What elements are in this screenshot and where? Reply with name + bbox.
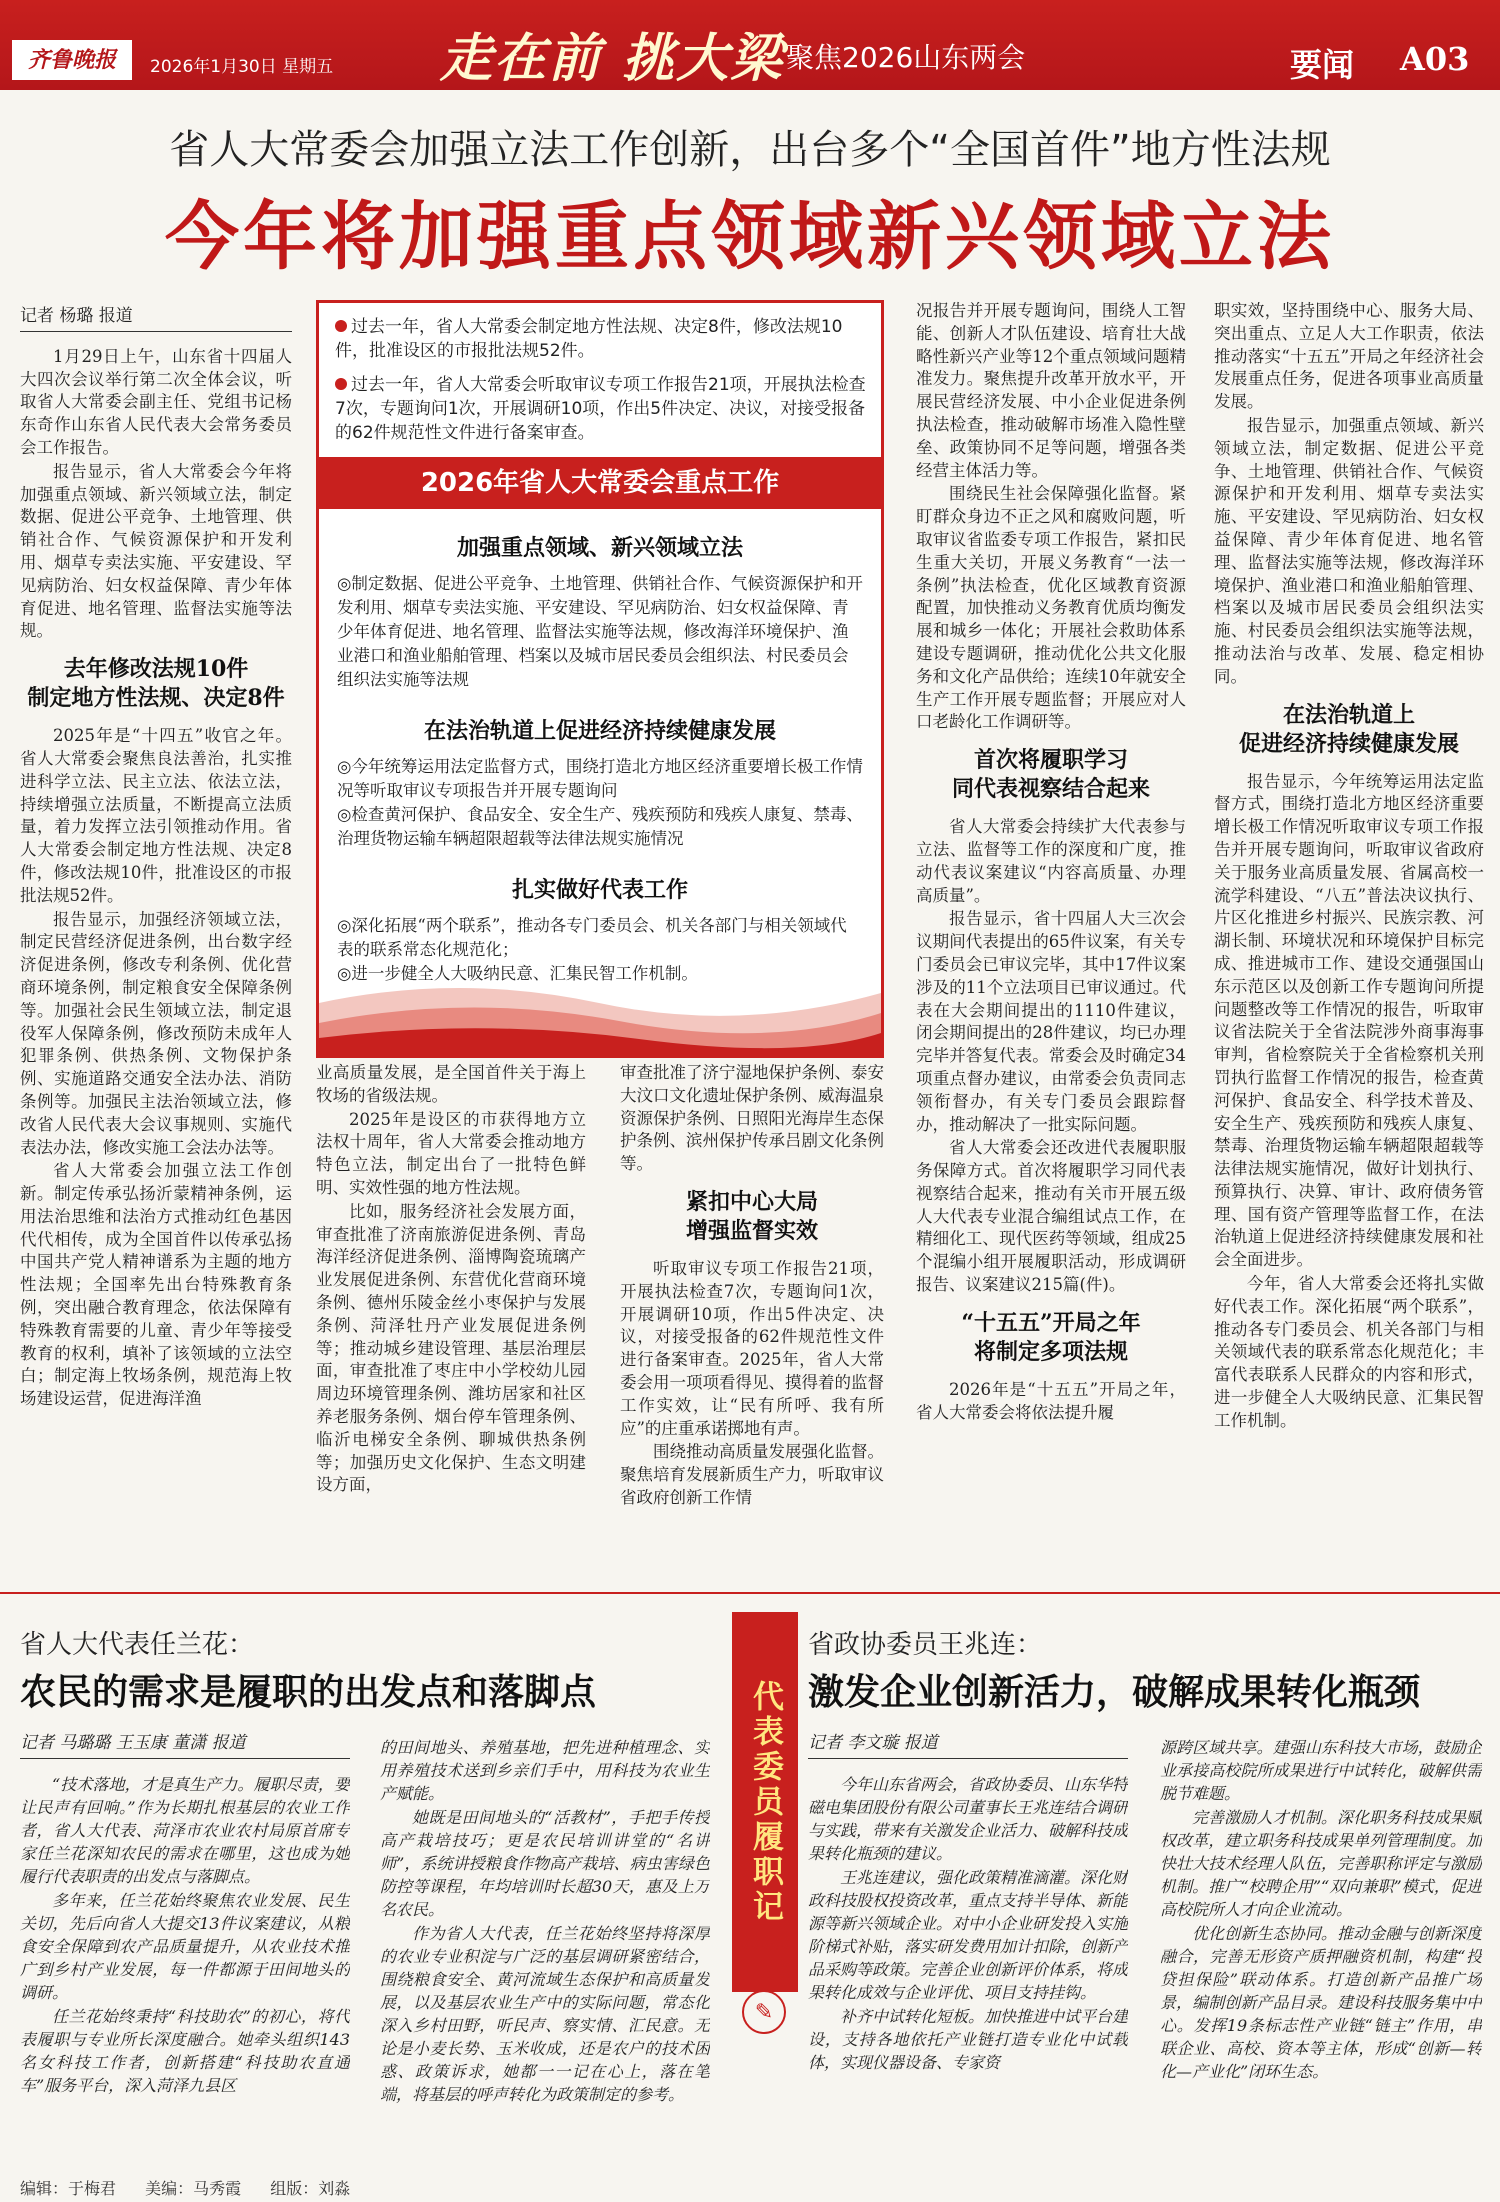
paragraph: 报告显示，省十四届人大三次会议期间代表提出的65件议案，有关专门委员会已审议完毕，其中17件议案涉及的11个立法项目已审议通过。代表在大会期间提出的1110件建议，闭会期间提出的28件建议，均已办理完毕并答复代表。常委会及时确定34项重点督办建议，由常委会负责同志领衔督办，有关专门委员会跟踪督办，推动解决了一批实际问题。 [916,909,1186,1134]
paragraph: 补齐中试转化短板。加快推进中试平台建设，支持各地依托产业链打造专业化中试载体，实现仪器设备、专家资 [808,2007,1128,2072]
section-name: 要闻 [1290,46,1355,84]
section-divider [0,1592,1500,1594]
paragraph: 她既是田间地头的“活教材”，手把手传授高产栽培技巧；更是农民培训讲堂的“名讲师”，系统讲授粮食作物高产栽培、病虫害绿色防控等课程，年均培训时长超30天，惠及上万名农民。 [380,1808,710,1919]
subheading: 首次将履职学习 同代表视察结合起来 [951,747,1150,803]
box-banner: 2026年省人大常委会重点工作 [319,457,881,509]
paragraph: 省人大常委会加强立法工作创新。制定传承弘扬沂蒙精神条例，运用法治思维和法治方式推动红色基因代代相传，成为全国首件以传承弘扬中国共产党人精神谱系为主题的地方性法规；全国率先出台特殊教育条例，突出融合教育理念，依法保障有特殊教育需要的儿童、青少年等接受教育的权利，填补了该领域的立法空白；制定海上牧场条例，规范海上牧场建设运营，促进海洋渔 [20,1161,292,1409]
paragraph: 王兆连建议，强化政策精准滴灌。深化财政科技股权投资改革，重点支持半导体、新能源等新兴领域企业。对中小企业研发投入实施阶梯式补贴，落实研发费用加计扣除，创新产品采购等政策。完善企业创新评价体系，将成果转化成效与企业评优、项目支持挂钩。 [808,1868,1128,2002]
subheading: 紧扣中心大局 增强监督实效 [685,1188,818,1244]
paragraph: 1月29日上午，山东省十四届人大四次会议举行第二次全体会议，听取省人大常委会副主任、党组书记杨东奇作山东省人民代表大会常务委员会工作报告。 [20,346,292,457]
box-section-title: 在法治轨道上促进经济持续健康发展 [423,718,776,744]
paragraph: 2026年是“十五五”开局之年，省人大常委会将依法提升履 [916,1379,1186,1422]
column-1 [20,305,292,1575]
paragraph: “技术落地，才是真生产力。履职尽责，要让民声有回响。”作为长期扎根基层的农业工作者，省人大代表、菏泽市农业农村局原首席专家任兰花深知农民的需求在哪里，这也成为她履行代表职责的出发点与落脚点。 [20,1775,350,1886]
box-item: ◎今年统筹运用法定监督方式，围绕打造北方地区经济重要增长极工作情况等听取审议专项报告并开展专题询问 [337,757,863,800]
wave-decoration [319,963,881,1055]
page-footer [20,2176,374,2199]
issue-date: 2026年1月30日 星期五 [150,57,334,77]
box-section-title: 加强重点领域、新兴领域立法 [456,535,743,561]
paragraph: 省人大常委会持续扩大代表参与立法、监督等工作的深度和广度，推动代表议案建议“内容高质量、办理高质量”。 [916,817,1186,905]
paragraph: 任兰花始终秉持“科技助农”的初心，将代表履职与专业所长深度融合。她牵头组织143名女科技工作者，创新搭建“科技助农直通车”服务平台，深入菏泽九县区 [20,2007,350,2095]
story-title: 激发企业创新活力，破解成果转化瓶颈 [808,1671,1421,1713]
paragraph: 源跨区域共享。建强山东科技大市场，鼓励企业承接高校院所成果进行中试转化，破解供需脱节难题。 [1160,1738,1482,1803]
paragraph: 报告显示，加强经济领域立法，制定民营经济促进条例，出台数字经济促进条例，修改专利条例、优化营商环境条例，制定粮食安全保障条例等。加强社会民生领域立法，制定退役军人保障条例，修改预防未成年人犯罪条例、供热条例、文物保护条例、实施道路交通安全法办法、消防条例等。加强民主法治领域立法，修改省人民代表大会议事规则、实施代表法办法，修改实施工会法办法等。 [20,909,292,1157]
column-4 [916,300,1186,1575]
column-5 [1214,300,1484,1575]
designer-credit: 美编：马秀霞 [145,2179,242,2198]
story-column [1160,1736,1482,2156]
paragraph: 比如，服务经济社会发展方面，审查批准了济南旅游促进条例、青岛海洋经济促进条例、淄博陶瓷琉璃产业发展促进条例、东营优化营商环境条例、德州乐陵金丝小枣保护与发展条例、菏泽牡丹产业发展促进条例等；推动城乡建设管理、基层治理层面，审查批准了枣庄中小学校幼儿园周边环境管理条例、潍坊居家和社区养老服务条例、烟台停车管理条例、临沂电梯安全条例、聊城供热条例等；加强历史文化保护、生态文明建设方面， [316,1201,586,1495]
box-item: ◎深化拓展“两个联系”，推动各专门委员会、机关各部门与相关领域代表的联系常态化规范化； [337,916,847,959]
box-item: ◎制定数据、促进公平竞争、土地管理、供销社合作、气候资源保护和开发利用、烟草专卖法实施、平安建设、罕见病防治、妇女权益保障、青少年体育促进、地名管理、监督法实施等法规，修改海洋环境保护、渔业港口和渔业船舶管理、档案以及城市居民委员会组织法、村民委员会组织法实施等法规 [337,574,863,689]
paragraph: 2025年是“十四五”收官之年。省人大常委会聚焦良法善治，扎实推进科学立法、民主立法、依法立法，持续增强立法质量，不断提高立法质量，着力发挥立法引领推动作用。省人大常委会制定地方性法规、决定8件，修改法规10件，批准设区的市报批法规52件。 [20,726,292,905]
editor-credit: 编辑：于梅君 [20,2179,117,2198]
header-focus: 聚焦2026山东两会 [786,41,1026,74]
story-column [20,1732,350,2162]
pen-icon: ✎ [742,1990,786,2034]
subheading: 去年修改法规10件 制定地方性法规、决定8件 [27,656,285,712]
byline: 记者 马璐璐 王玉康 董潇 报道 [20,1732,350,1759]
paragraph: 今年，省人大常委会还将扎实做好代表工作。深化拓展“两个联系”，推动各专门委员会、机关各部门与相关领域代表的联系常态化规范化；丰富代表联系人民群众的内容和形式，进一步健全人大吸纳民意、汇集民智工作机制。 [1214,1274,1484,1430]
story-label: 省人大代表任兰花： [20,1630,255,1660]
article-headline: 今年将加强重点领域新兴领域立法 [165,194,1335,280]
byline: 记者 李文璇 报道 [808,1732,1128,1759]
paragraph: 业高质量发展，是全国首件关于海上牧场的省级法规。 [316,1063,586,1105]
subheading: 在法治轨道上 促进经济持续健康发展 [1238,701,1459,757]
paragraph: 审查批准了济宁湿地保护条例、泰安大汶口文化遗址保护条例、威海温泉资源保护条例、日照阳光海岸生态保护条例、滨州保护传承吕剧文化条例等。 [620,1063,884,1174]
paragraph: 今年山东省两会，省政协委员、山东华特磁电集团股份有限公司董事长王兆连结合调研与实践，带来有关激发企业活力、破解科技成果转化瓶颈的建议。 [808,1775,1128,1863]
box-item: ◎检查黄河保护、食品安全、安全生产、残疾预防和残疾人康复、禁毒、治理货物运输车辆超限超载等法律法规实施情况 [337,805,863,848]
paragraph: 报告显示，今年统筹运用法定监督方式，围绕打造北方地区经济重要增长极工作情况听取审议专项工作报告并开展专题询问，听取审议省政府关于服务业高质量发展、省属高校一流学科建设、“八五”普法决议执行、片区化推进乡村振兴、民族宗教、河湖长制、环境状况和环境保护目标完成、推进城市工作、建设交通强国山东示范区以及创新工作专题询问所提问题整改等工作情况的报告，听取审议省法院关于全省法院涉外商事海事审判，省检察院关于全省检察机关刑罚执行监督工作情况的报告，检查黄河保护、食品安全、科学技术普及、安全生产、残疾预防和残疾人康复、禁毒、治理货物运输车辆超限超载等法律法规实施情况，做好计划执行、预算执行、决算、审计、政府债务管理、国有资产管理等监督工作，在法治轨道上促进经济持续健康发展和社会全面进步。 [1214,771,1484,1270]
paragraph: 围绕推动高质量发展强化监督。聚焦培育发展新质生产力，听取审议省政府创新工作情 [620,1442,884,1507]
article-subtitle: 省人大常委会加强立法工作创新，出台多个“全国首件”地方性法规 [169,127,1331,173]
layout-credit: 组版：刘淼 [270,2179,351,2198]
box-section-title: 扎实做好代表工作 [511,877,688,903]
header-bar [0,0,1500,90]
paragraph: 多年来，任兰花始终聚焦农业发展、民生关切，先后向省人大提交13件议案建议，从粮食安全保障到农产品质量提升，从农业技术推广到乡村产业发展，每一件都源于田间地头的调研。 [20,1891,350,2002]
byline: 记者 杨璐 报道 [20,305,292,332]
paragraph: 2025年是设区的市获得地方立法权十周年，省人大常委会推动地方特色立法，制定出台了一批特色鲜明、实效性强的地方性法规。 [316,1109,586,1197]
paragraph: 报告显示，省人大常委会今年将加强重点领域、新兴领域立法，制定数据、促进公平竞争、土地管理、供销社合作、气候资源保护和开发利用、烟草专卖法实施、平安建设、罕见病防治、妇女权益保障、青少年体育促进、地名管理、监督法实施等法规。 [20,461,292,641]
paragraph: 听取审议专项工作报告21项，开展执法检查7次，专题询问1次，开展调研10项，作出5件决定、决议，对接受报备的62件规范性文件进行备案审查。2025年，省人大常委会用一项项看得见、摸得着的监督工作实效，让“民有所呼、我有所应”的庄重承诺掷地有声。 [620,1258,884,1438]
story-label: 省政协委员王兆连： [808,1630,1043,1660]
paragraph: 作为省人大代表，任兰花始终坚持将深厚的农业专业积淀与广泛的基层调研紧密结合，围绕粮食安全、黄河流域生态保护和高质量发展，以及基层农业生产中的实际问题，常态化深入乡村田野，听民声、察实情、汇民意。无论是小麦长势、玉米收成，还是农户的技术困惑、政策诉求，她都一一记在心上，落在笔端，将基层的呼声转化为政策制定的参考。 [380,1924,710,2104]
paragraph: 省人大常委会还改进代表履职服务保障方式。首次将履职学习同代表视察结合起来，推动有关市开展五级人大代表专业混合编组试点工作，在精细化工、现代医药等领域，组成25个混编小组开展履职活动，形成调研报告、议案建议215篇(件)。 [916,1138,1186,1295]
header-slogan: 走在前 挑大梁 [440,28,785,89]
paragraph: 完善激励人才机制。深化职务科技成果赋权改革，建立职务科技成果单列管理制度。加快壮大技术经理人队伍，完善职称评定与激励机制。推广“校聘企用”“双向兼职”模式，促进高校院所人才向企业流动。 [1160,1808,1482,1919]
box-bullet: 过去一年，省人大常委会制定地方性法规、决定8件，修改法规10件，批准设区的市报批法规52件。 [335,317,843,361]
paragraph: 围绕民生社会保障强化监督。紧盯群众身边不正之风和腐败问题，听取审议省监委专项工作报告，紧扣民生重大关切，开展义务教育“一法一条例”执法检查，优化区域教育资源配置，加快推动义务教育优质均衡发展和城乡一体化；开展社会救助体系建设专题调研，推动优化公共文化服务和文化产品供给；连续10年就安全生产工作开展专题监督；开展应对人口老龄化工作调研等。 [916,484,1186,732]
key-work-box [316,300,884,1058]
paragraph: 优化创新生态协同。推动金融与创新深度融合，完善无形资产质押融资机制，构建“投贷担保险”联动体系。打造创新产品推广场景，编制创新产品目录。建设科技服务集中中心。发挥19条标志性产业链“链主”作用，串联企业、高校、资本等主体，形成“创新—转化—产业化”闭环生态。 [1160,1924,1482,2081]
paragraph: 职实效，坚持围绕中心、服务大局、突出重点、立足人大工作职责，依法推动落实“十五五”开局之年经济社会发展重点任务，促进各项事业高质量发展。 [1214,301,1484,412]
story-column [808,1732,1128,2162]
bullet-dot-icon [335,378,347,390]
masthead-logo: 齐鲁晚报 [12,40,132,80]
story-title: 农民的需求是履职的出发点和落脚点 [20,1671,597,1713]
subheading: “十五五”开局之年 将制定多项法规 [961,1309,1141,1365]
paragraph: 报告显示，加强重点领域、新兴领域立法，制定数据、促进公平竞争、土地管理、供销社合作、气候资源保护和开发利用、烟草专卖法实施、平安建设、罕见病防治、妇女权益保障、青少年体育促进、地名管理、监督法实施等法规，修改海洋环境保护、渔业港口和渔业船舶管理、档案以及城市居民委员会组织法实施、村民委员会组织法实施等法规，推动法治与改革、发展、稳定相协同。 [1214,415,1484,686]
column-2 [316,1062,586,1574]
box-bullet: 过去一年，省人大常委会听取审议专项工作报告21项，开展执法检查7次，专题询问1次，开展调研10项，作出5件决定、决议，对接受报备的62件规范性文件进行备案审查。 [335,375,866,443]
column-3-lower [620,1062,884,1574]
story-column [380,1736,710,2156]
paragraph: 的田间地头、养殖基地，把先进种植理念、实用养殖技术送到乡亲们手中，用科技为农业生产赋能。 [380,1738,710,1803]
paragraph: 况报告并开展专题询问，围绕人工智能、创新人才队伍建设、培育壮大战略性新兴产业等12个重点领域问题精准发力。聚焦提升改革开放水平，开展民营经济发展、中小企业促进条例执法检查，推动破解市场准入隐性壁垒、政策协同不足等问题，增强各类经营主体活力等。 [916,301,1186,480]
column-tag: 代表委员履职记 [732,1612,798,1992]
page-number: A03 [1400,40,1470,78]
box-item: ◎进一步健全人大吸纳民意、汇集民智工作机制。 [337,964,698,983]
bullet-dot-icon [335,320,347,332]
